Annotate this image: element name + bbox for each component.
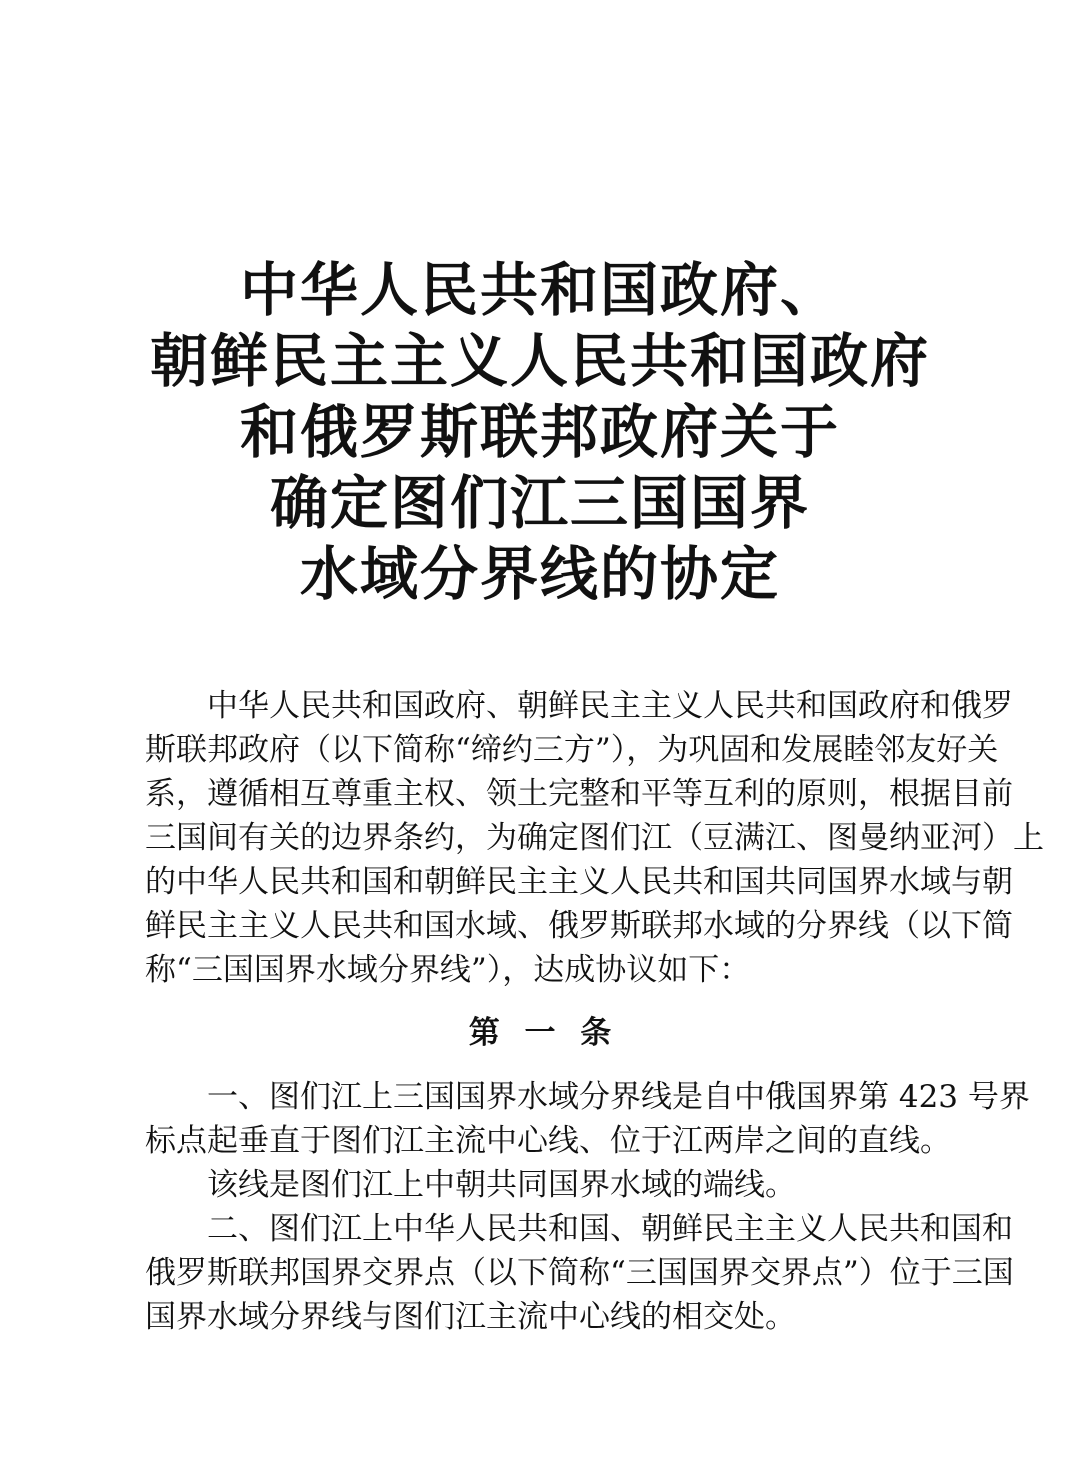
preamble-paragraph	[145, 684, 1044, 992]
text-line: 三国间有关的边界条约，为确定图们江（豆满江、图曼纳亚河）上	[145, 820, 1044, 856]
title-line: 朝鲜民主主义人民共和国政府	[149, 327, 930, 395]
title-line: 确定图们江三国国界	[269, 469, 810, 537]
title-line: 和俄罗斯联邦政府关于	[239, 398, 840, 466]
text-line: 国界水域分界线与图们江主流中心线的相交处。	[145, 1299, 796, 1335]
title-line: 中华人民共和国政府、	[239, 256, 840, 324]
text-line: 标点起垂直于图们江主流中心线、位于江两岸之间的直线。	[145, 1123, 951, 1159]
text-line: 一、图们江上三国国界水域分界线是自中俄国界第 423 号界	[207, 1079, 1030, 1115]
article-heading: 第 一 条	[468, 1015, 612, 1051]
document-title	[0, 255, 1080, 610]
text-line: 系，遵循相互尊重主权、领土完整和平等互利的原则，根据目前	[145, 776, 1013, 812]
text-line: 二、图们江上中华人民共和国、朝鲜民主主义人民共和国和	[207, 1211, 1013, 1247]
title-line: 水域分界线的协定	[299, 540, 780, 608]
text-line: 称“三国国界水域分界线”），达成协议如下：	[145, 952, 751, 988]
text-line: 中华人民共和国政府、朝鲜民主主义人民共和国政府和俄罗	[207, 688, 1013, 724]
text-line: 的中华人民共和国和朝鲜民主主义人民共和国共同国界水域与朝	[145, 864, 1013, 900]
text-line: 斯联邦政府（以下简称“缔约三方”），为巩固和发展睦邻友好关	[145, 732, 999, 768]
text-line: 该线是图们江上中朝共同国界水域的端线。	[207, 1167, 796, 1203]
text-line: 俄罗斯联邦国界交界点（以下简称“三国国界交界点”）位于三国	[145, 1255, 1014, 1291]
text-line: 鲜民主主义人民共和国水域、俄罗斯联邦水域的分界线（以下简	[145, 908, 1013, 944]
article-one-body	[145, 1075, 1030, 1339]
